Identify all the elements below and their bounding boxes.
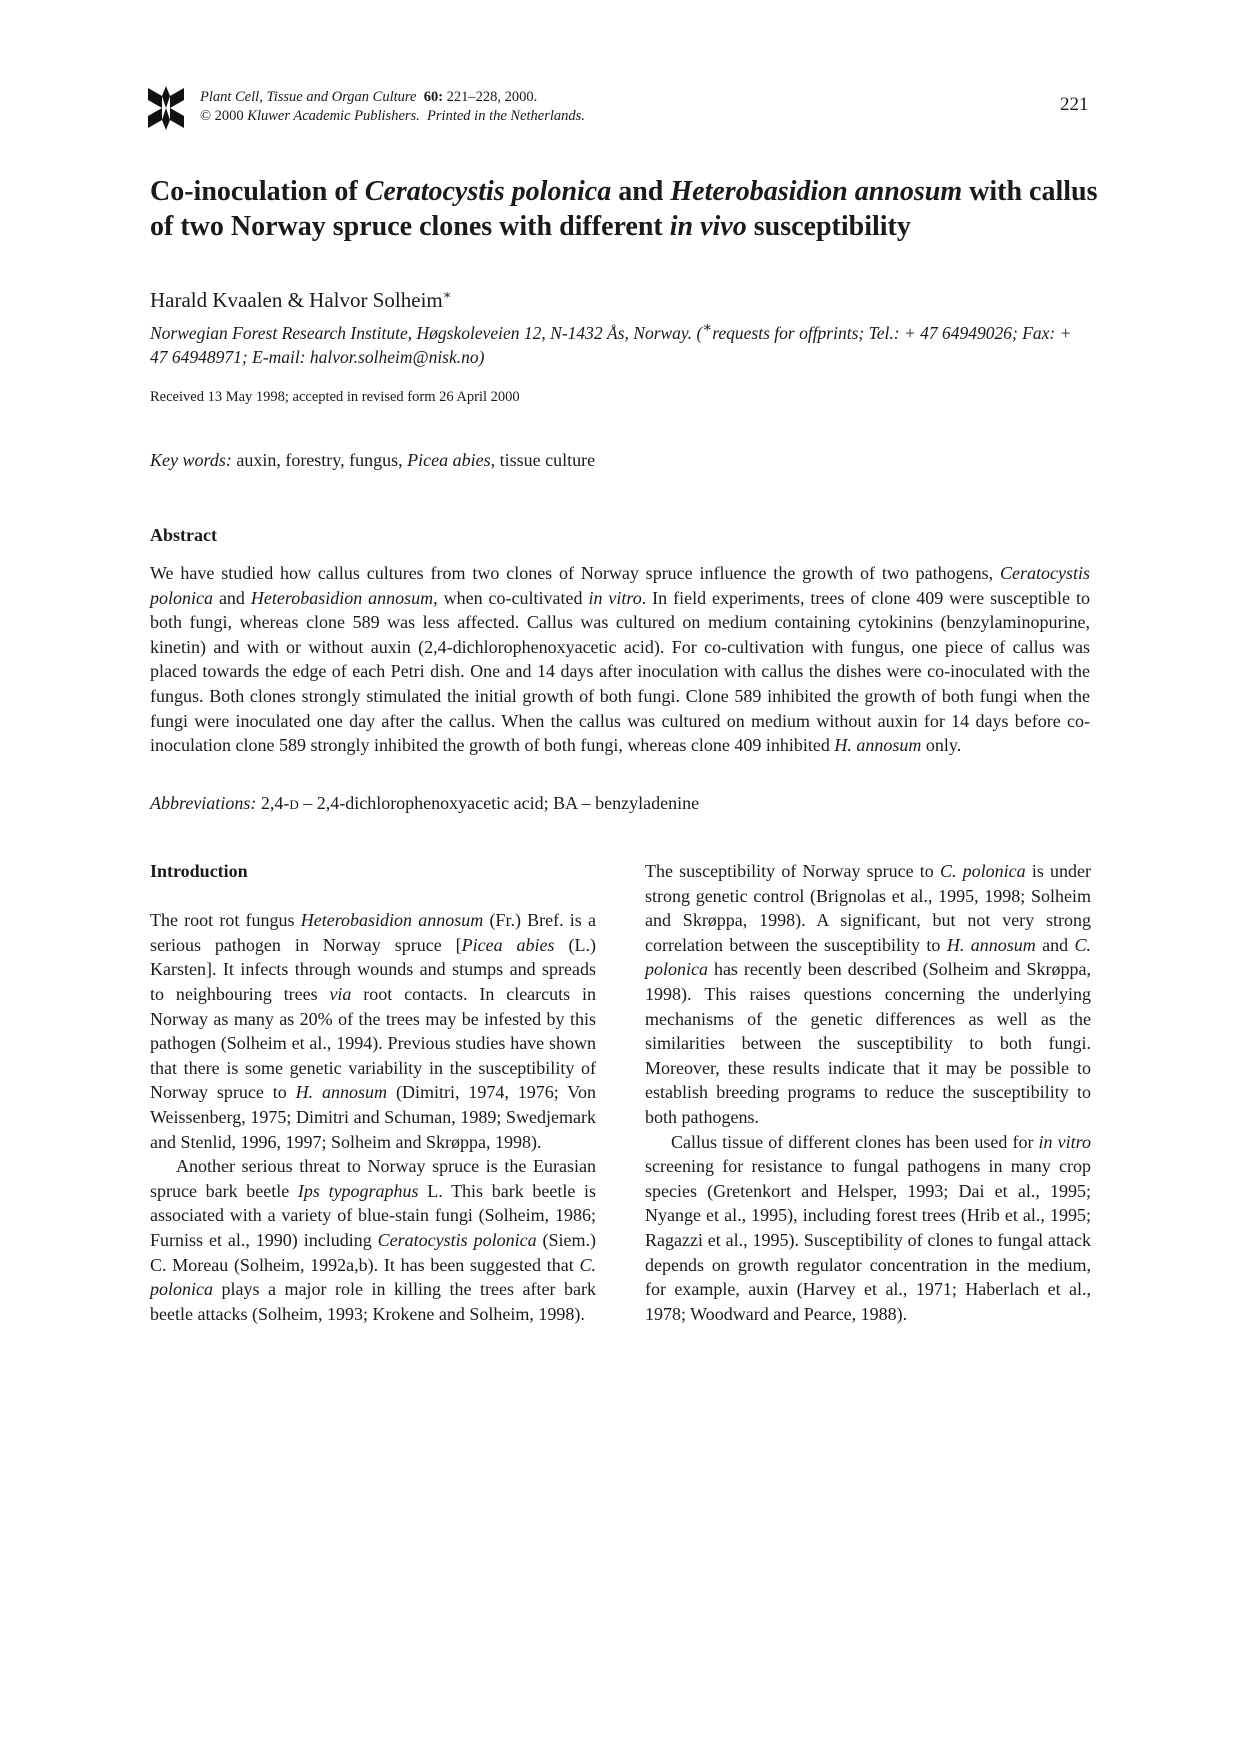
intro-paragraph-2: Another serious threat to Norway spruce is the Eurasian spruce bark beetle Ips typographus L. This bark beetle is associated with a variety of blue-stain fungi (Solheim, 1986; Furniss et al., 1990) including Ceratocystis polonica (Siem.) C. Moreau (Solheim, 1992a,b). It has been suggested that C. polonica plays a major role in killing the trees after bark beetle attacks (Solheim, 1993; Krokene and Solheim, 1998).: [150, 1156, 597, 1324]
keywords: Key words: auxin, forestry, fungus, Picea abies, tissue culture: [150, 450, 596, 470]
paper-title: Co-inoculation of Ceratocystis polonica and Heterobasidion annosum with callus of two Norway spruce clones with different in vivo susceptibility: [150, 176, 1098, 242]
kluwer-logo-icon: [148, 86, 184, 130]
authors: [150, 287, 452, 313]
corresponding-mark: ∗: [442, 287, 452, 302]
journal-pages-year: 221–228, 2000.: [446, 89, 538, 105]
journal-name: Plant Cell, Tissue and Organ Culture: [200, 89, 417, 105]
journal-volume: 60:: [423, 89, 444, 105]
received-date: Received 13 May 1998; accepted in revised form 26 April 2000: [150, 389, 520, 405]
journal-citation: [200, 88, 585, 126]
column-left: [150, 859, 596, 1326]
copyright-year: 2000: [214, 108, 244, 124]
publisher: Kluwer Academic Publishers.: [247, 108, 420, 124]
intro-paragraph-4: Callus tissue of different clones has been used for in vitro screening for resistance to fungal pathogens in many crop species (Gretenkort and Helsper, 1993; Dai et al., 1995; Nyange et al., 1995), including forest trees (Hrib et al., 1995; Ragazzi et al., 1995). Susceptibility of clones to fungal attack depends on growth regulator concentration in the medium, for example, auxin (Harvey et al., 1971; Haberlach et al., 1978; Woodward and Pearce, 1988).: [645, 1131, 1091, 1324]
page-number: 221: [1060, 94, 1089, 115]
abbreviations-label: Abbreviations:: [150, 793, 257, 813]
copyright-symbol: ©: [200, 108, 212, 124]
printed-location: Printed in the Netherlands.: [427, 108, 585, 124]
affiliation: Norwegian Forest Research Institute, Høgskoleveien 12, N-1432 Ås, Norway. (∗requests for offprints; Tel.: + 47 64949026; Fax: + 47 64948971; E-mail: halvor.solheim@nisk.no): [150, 320, 1072, 367]
intro-paragraph-1: The root rot fungus Heterobasidion annosum (Fr.) Bref. is a serious pathogen in Norway spruce [Picea abies (L.) Karsten]. It infects through wounds and stumps and spreads to neighbouring trees via root contacts. In clearcuts in Norway as many as 20% of the trees may be infested by this pathogen (Solheim et al., 1994). Previous studies have shown that there is some genetic variability in the susceptibility of Norway spruce to H. annosum (Dimitri, 1974, 1976; Von Weissenberg, 1975; Dimitri and Schuman, 1989; Swedjemark and Stenlid, 1996, 1997; Solheim and Skrøppa, 1998).: [150, 910, 596, 1152]
abbreviations: Abbreviations: 2,4-d – 2,4-dichlorophenoxyacetic acid; BA – benzyladenine: [150, 793, 700, 813]
author-names: Harald Kvaalen & Halvor Solheim: [150, 288, 443, 312]
abstract-heading: Abstract: [150, 525, 217, 545]
abstract-text: We have studied how callus cultures from two clones of Norway spruce influence the growth of two pathogens, Ceratocystis polonica and Heterobasidion annosum, when co-cultivated in vitro. In field experiments, trees of clone 409 were susceptible to both fungi, whereas clone 589 was less affected. Callus was cultured on medium containing cytokinins (benzylaminopurine, kinetin) and with or without auxin (2,4-dichlorophenoxyacetic acid). For co-cultivation with fungus, one piece of callus was placed towards the edge of each Petri dish. One and 14 days after inoculation with callus the dishes were co-inoculated with the fungus. Both clones strongly stimulated the initial growth of both fungi. Clone 589 inhibited the growth of both fungi when the fungi were inoculated one day after the callus. When the callus was cultured on medium without auxin for 14 days before co-inoculation clone 589 strongly inhibited the growth of both fungi, whereas clone 409 inhibited H. annosum only.: [150, 563, 1090, 756]
intro-paragraph-3: The susceptibility of Norway spruce to C. polonica is under strong genetic control (Brignolas et al., 1995, 1998; Solheim and Skrøppa, 1998). A significant, but not very strong correlation between the susceptibility to H. annosum and C. polonica has recently been described (Solheim and Skrøppa, 1998). This raises questions concerning the underlying mechanisms of the genetic differences as well as the similarities between the susceptibility to both fungi. Moreover, these results indicate that it may be possible to establish breeding programs to reduce the susceptibility to both pathogens.: [645, 861, 1091, 1127]
column-right: [645, 859, 1091, 1326]
introduction-heading: Introduction: [150, 861, 248, 881]
keywords-label: Key words:: [150, 450, 232, 470]
